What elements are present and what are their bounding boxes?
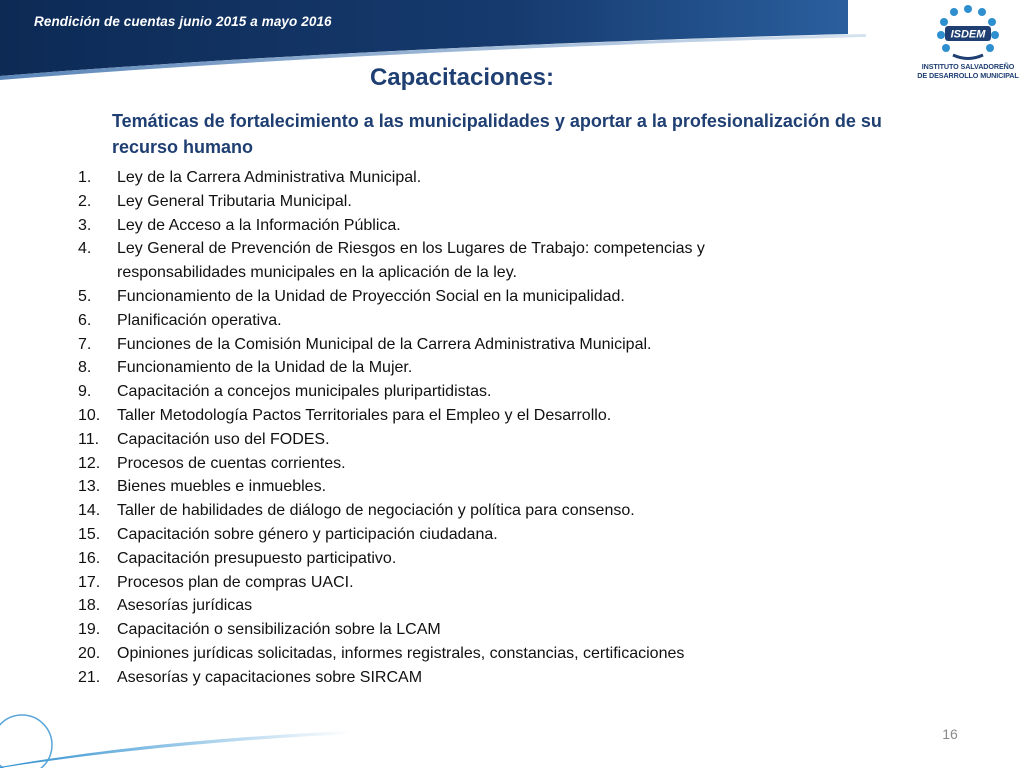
list-item-text: Bienes muebles e inmuebles. xyxy=(117,478,327,496)
list-item-number: 8. xyxy=(78,359,92,377)
list-item xyxy=(70,642,770,666)
list-item xyxy=(70,523,770,547)
list-item-number: 11. xyxy=(78,430,100,448)
list-item xyxy=(70,571,770,595)
page-subtitle: Temáticas de fortalecimiento a las municipalidades y aportar a la profesionalización de su recurso humano xyxy=(112,111,882,157)
list-item-text: Planificación operativa. xyxy=(117,311,282,329)
list-item-number: 1. xyxy=(78,169,92,186)
list-item-number: 17. xyxy=(78,573,101,591)
list-item-text: Capacitación presupuesto participativo. xyxy=(117,549,397,567)
list-item-number: 19. xyxy=(78,621,101,639)
list-item-text: Ley de Acceso a la Información Pública. xyxy=(117,216,401,234)
list-item-number: 16. xyxy=(78,549,101,567)
list-item-number: 14. xyxy=(78,502,101,520)
list-item-number: 6. xyxy=(78,311,92,329)
logo-caption-line2: DE DESARROLLO MUNICIPAL xyxy=(917,71,1019,80)
list-item-text: Capacitación uso del FODES. xyxy=(117,430,330,448)
list-item xyxy=(70,499,770,523)
list-item-text: Capacitación sobre género y participación ciudadana. xyxy=(117,525,498,543)
list-item-text: Ley General de Prevención de Riesgos en los Lugares de Trabajo: competencias y responsabilidades municipales en la aplicación de la ley. xyxy=(117,240,705,282)
list-item-text: Opiniones jurídicas solicitadas, informes registrales, constancias, certificaciones xyxy=(117,644,685,662)
list-item xyxy=(70,475,770,499)
logo-mark-text: ISDEM xyxy=(950,28,986,41)
header-banner-text: Rendición de cuentas junio 2015 a mayo 2016 xyxy=(34,14,332,29)
list-item xyxy=(70,380,770,404)
page-title: Capacitaciones: xyxy=(369,64,555,91)
topic-list xyxy=(70,166,770,690)
list-item-text: Taller de habilidades de diálogo de negociación y política para consenso. xyxy=(117,502,635,520)
list-item-number: 5. xyxy=(78,287,92,305)
list-item-text: Funcionamiento de la Unidad de la Mujer. xyxy=(117,359,413,377)
page-number: 16 xyxy=(942,726,958,742)
list-item-text: Funciones de la Comisión Municipal de la Carrera Administrativa Municipal. xyxy=(117,335,652,353)
list-item-number: 7. xyxy=(78,335,92,353)
list-item xyxy=(70,309,770,333)
list-item-number: 21. xyxy=(78,668,101,686)
list-item xyxy=(70,428,770,452)
list-item xyxy=(70,285,770,309)
list-item-number: 3. xyxy=(78,216,92,234)
list-item-text: Procesos plan de compras UACI. xyxy=(117,573,354,591)
logo-caption-line1: INSTITUTO SALVADOREÑO xyxy=(921,62,1015,71)
list-item-number: 9. xyxy=(78,383,92,401)
list-item-text: Procesos de cuentas corrientes. xyxy=(117,454,346,472)
list-item-number: 12. xyxy=(78,454,101,472)
footer-swoosh xyxy=(0,705,420,768)
list-item xyxy=(70,333,770,357)
list-item-text: Ley General Tributaria Municipal. xyxy=(117,192,352,210)
list-item xyxy=(70,214,770,238)
list-item-number: 10. xyxy=(78,406,101,424)
list-item-number: 15. xyxy=(78,525,101,543)
list-item xyxy=(70,190,770,214)
list-item xyxy=(70,356,770,380)
list-item-text: Ley de la Carrera Administrativa Municipal. xyxy=(117,169,422,186)
list-item-text: Funcionamiento de la Unidad de Proyección Social en la municipalidad. xyxy=(117,287,625,305)
list-item xyxy=(70,666,770,690)
list-item-text: Asesorías y capacitaciones sobre SIRCAM xyxy=(117,668,423,686)
list-item xyxy=(70,452,770,476)
list-item-text: Taller Metodología Pactos Territoriales para el Empleo y el Desarrollo. xyxy=(117,406,612,424)
list-item xyxy=(70,618,770,642)
list-item-number: 4. xyxy=(78,240,92,258)
list-item-number: 18. xyxy=(78,597,101,615)
list-item-number: 2. xyxy=(78,192,92,210)
list-item-text: Asesorías jurídicas xyxy=(117,597,253,615)
list-item-number: 13. xyxy=(78,478,101,496)
list-item xyxy=(70,594,770,618)
list-item-number: 20. xyxy=(78,644,101,662)
list-item xyxy=(70,404,770,428)
logo-caption xyxy=(912,62,1024,80)
list-item xyxy=(70,237,770,285)
list-item-text: Capacitación o sensibilización sobre la LCAM xyxy=(117,621,441,639)
list-item-text: Capacitación a concejos municipales pluripartidistas. xyxy=(117,383,492,401)
list-item xyxy=(70,166,770,190)
list-item xyxy=(70,547,770,571)
